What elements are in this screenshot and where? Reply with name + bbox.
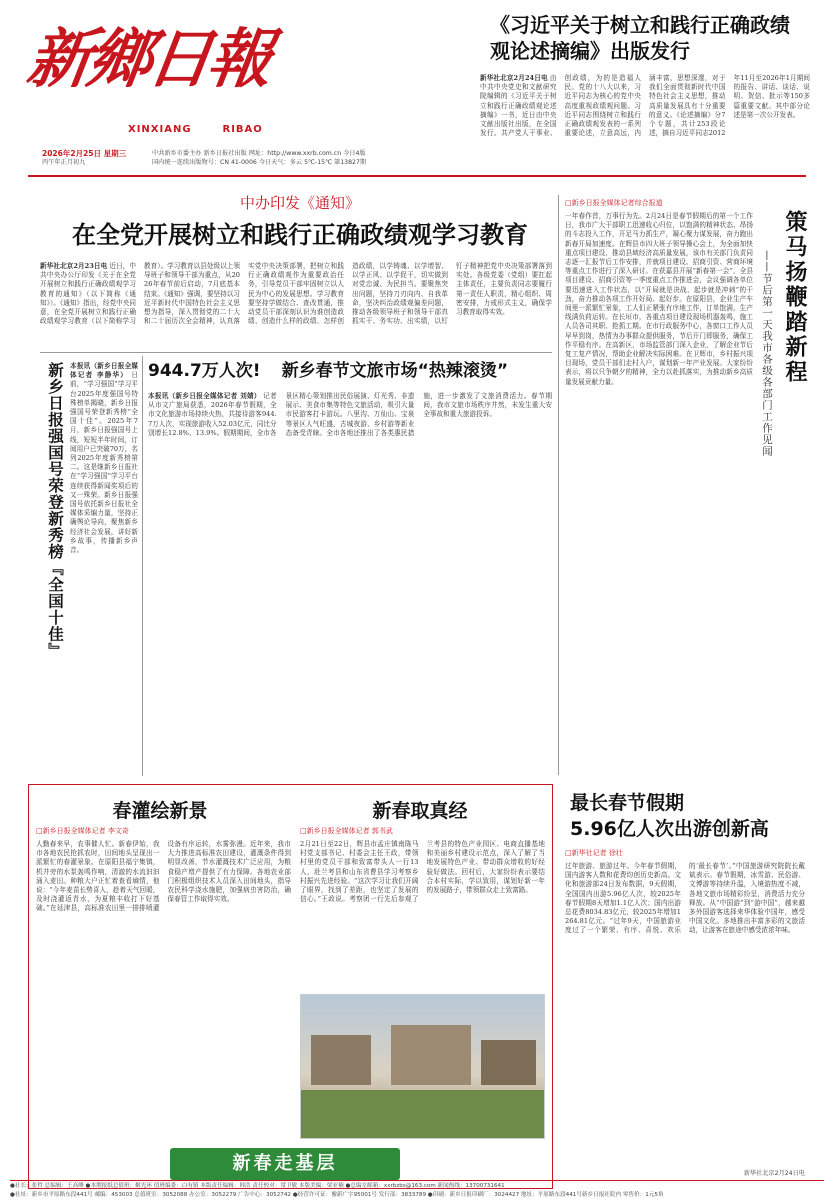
top-right-headline: 《习近平关于树立和践行正确政绩观论述摘编》出版发行 xyxy=(490,13,790,63)
pinyin-right: RIBAO xyxy=(222,124,263,135)
footer-line-1: ●社长：张哲 总编辑：王高峰 ●本期报纸总值班：姬光环 值班编委：白有镇 本版责任编辑：韩浩 责任校对：常卫敏 本版美编：梁亚楠 ●总编室邮箱：xxrbzbs@163.com 新闻热线：13700731641 xyxy=(10,1183,505,1189)
bottom-left-body: 人勤春来早，农事催人忙。新春伊始，我市各地农民抢抓农时，田间地头呈现出一派繁忙的春灌景象。在原阳县福宁集镇，机井旁的水泵轰鸣作响，清澈的水流汩汩涌入麦田。种粮大户正忙着查看墒情，他说：“今年麦苗长势喜人，趁着天气回暖，及时浇灌返青水，为夏粮丰收打下好基础。”在延津县，高标准农田里一排排喷灌设备有序运转，水雾弥漫。近年来，我市大力推进高标准农田建设，灌溉条件得到明显改善，节水灌溉技术广泛应用，为粮食稳产增产提供了有力保障。各地农业部门积极组织技术人员深入田间地头，指导农民科学浇水施肥，加强病虫害防治，确保春管工作取得实效。 xyxy=(36,840,291,913)
bottom-right-body: 过年旅游、旅游过年。今年春节假期，国内游客人数和花费均创历史新高。文化和旅游部24日发布数据，9天假期，全国国内出游5.96亿人次，较2025年春节假期8天增加1.1亿人次；国内出游总花费8034.83亿元，较2025年增加1264.81亿元。“过年9天，中国旅游业度过了一个繁荣、有序、喜悦、欢乐的‘最长春节’。”中国旅游研究院院长戴斌表示。春节假期，冰雪游、民俗游、文博游等持续升温，入境游热度不减，各地文旅市场精彩纷呈，消费活力充分释放。从“中国游”到“游中国”，越来越多外国游客选择来华体验中国年，感受中国文化。多地推出丰富多彩的文旅活动，让游客在旅途中感受浓浓年味。 xyxy=(565,862,805,935)
bottom-mid-headline: 新春取真经 xyxy=(372,800,468,822)
left-text: 日前，“学习强国”学习平台2025年度强国号特殊榜单揭晓，新乡日报强国号荣登新秀榜“全国十佳”。2025年7月，新乡日报强国号上线，短短半年时间，订阅用户已突破70万，名列2025年度新秀榜第二。这是继新乡日报社在“学习强国”学习平台连续获得新闻奖项后的又一殊荣。新乡日报强国号依托新乡日报社全媒体采编力量，坚持正确舆论导向，聚焦新乡经济社会发展，讲好新乡故事，传播新乡声音。 xyxy=(70,371,138,555)
bottom-left-headline: 春灌绘新景 xyxy=(112,800,208,822)
banner-text: 新春走基层 xyxy=(232,1153,338,1174)
cn-number: 国内统一连续出版物号：CN 41-0006 xyxy=(152,159,257,166)
masthead-info xyxy=(152,149,477,167)
weather: 今日天气：多云 5℃-15℃ xyxy=(258,159,333,166)
footer-line-2: ●社址：新乡市平原路东段441号 邮编：453003 总值班室：3052088 办公室：3052279 广告中心：3052742 ●经营许可证：豫新广字95001号 发行部：3833789 ●印刷：新乡日报印刷厂：3024427 地址：平原路东段441号新乡日报社院内 零售价：1元5角 xyxy=(10,1192,664,1198)
left-byline: 本报讯（新乡日报全媒体记者 李静华） xyxy=(70,362,138,380)
issue-number: 第13827期 xyxy=(334,159,367,166)
rural-photo xyxy=(300,994,545,1139)
left-body xyxy=(70,362,138,774)
logo-text: 新鄉日報 xyxy=(22,22,274,97)
top-right-text: 由中共中央党史和文献研究院编辑的《习近平关于树立和践行正确政绩观论述摘编》一书，近日由中央文献出版社出版，在全国发行。共产党人干事业、创政绩，为的是造福人民。党的十八大以来，习近平同志为核心的党中央高度重视政绩观问题。习近平同志围绕树立和践行正确政绩观发表的一系列重要论述，立意高远，内涵丰富，思想深邃，对于我们全面贯彻新时代中国特色社会主义思想，推动高质量发展具有十分重要的意义。《论述摘编》分7个专题，共计253段论述，摘自习近平同志2012年11月至2026年1月期间的报告、讲话、谈话、说明、贺信、批示等150多篇重要文献。其中部分论述是第一次公开发表。 xyxy=(480,74,810,138)
mid-text: 记者从市文广旅局获悉，2026年春节假期，全市文化旅游市场持续火热，共接待游客944.7万人次，实现旅游收入52.03亿元，同比分别增长12.8%、13.9%。假期期间，全市各景区精心策划推出民俗展演、灯光秀、非遗展示、美食市集等特色文旅活动，吸引大量市民游客打卡游玩。八里沟、万仙山、宝泉等景区人气旺盛，古城夜游、乡村游等新业态备受青睐。全市各地还推出了各类惠民措施，进一步激发了文旅消费活力。春节期间，我市文旅市场秩序井然，未发生重大安全事故和重大旅游投诉。 xyxy=(148,392,552,437)
bottom-right-headline xyxy=(570,790,810,842)
right-body: 一年春作首，万事行为先。2月24日是春节假期后的第一个工作日，我市广大干部职工迅速收心归位，以饱满的精神状态、昂扬的斗志投入工作，开足马力抓生产，凝心聚力谋发展，奋力跑出新春开局加速度。在辉县市四大班子领导操心会上，为全面加快重点项目建设、推动县域经济高质量发展，该市有关部门负责同志逐一汇报节后工作安排，并就项目建设、招商引资、营商环境等重点工作进行了深入研讨。在获嘉县开展“新春第一会”，全县项目建设、招商引资等一季度重点工作推进会，会议强调各单位要迅速进入工作状态，以“开局就是决战、起步就是冲刺”的干劲，奋力推动各项工作开好局、起好步。在原阳县，企业生产车间里一派繁忙景象，工人们正紧张有序地工作，订单饱满，生产线满负荷运转。在长垣市，各重点项目建设现场机器轰鸣，施工人员各司其职、抢抓工期。在市行政服务中心，各窗口工作人员早早到岗，热情为办事群众提供服务，节后开门即服务，确保工作平稳有序。在高新区，市场监管部门深入企业，了解企业节后复工复产情况，帮助企业解决实际困难。在卫辉市，乡村振兴项目现场，党员干部们走村入户，谋划新一年产业发展。大家纷纷表示，将以只争朝夕的精神，全力以赴抓落实，为推动新乡高质量发展贡献力量。 xyxy=(565,212,753,386)
right-headline-block xyxy=(760,210,810,470)
lead-text: 近日，中共中央办公厅印发《关于在全党开展树立和践行正确政绩观学习教育的通知》（以下简称《通知》）。《通知》指出，经党中央同意，在全党开展树立和践行正确政绩观学习教育（以下简称学习教育）。学习教育以县处级以上领导班子和领导干部为重点，从2026年春节前后启动，7月底基本结束。《通知》强调，要坚持以习近平新时代中国特色社会主义思想为指导，深入贯彻党的二十大和二十届历次全会精神，认真落实党中央决策部署，把树立和践行正确政绩观作为重要政治任务，引导党员干部牢固树立以人民为中心的发展思想。学习教育要坚持学做结合、查改贯通，推动党员干部深刻认识为谁创造政绩、创造什么样的政绩、怎样创造政绩，以学铸魂、以学增智、以学正风、以学促干，切实做到对党忠诚、为民担当。要聚焦突出问题，坚持刀刃向内、自我革命，坚决纠治政绩观偏差问题，推动各级领导班子和领导干部真抓实干、务实功、出实绩，以钉钉子精神把党中央决策部署落到实处。各级党委（党组）要扛起主体责任，主要负责同志要履行第一责任人职责，精心组织、周密安排，力戒形式主义，确保学习教育取得实效。 xyxy=(40,262,552,326)
bottom-mid-body: 2月21日至22日，辉县市孟庄镇南陈马村党支部书记、村委会主任王政，带领村里的党员干部和致富带头人一行13人，赴兰考县和山东省曹县学习考察乡村振兴先进经验。“这次学习让我们开阔了眼界，找到了差距，也坚定了发展的信心。”王政说。考察团一行先后参观了兰考县的特色产业园区、电商直播基地和美丽乡村建设示范点，深入了解了当地发展特色产业、带动群众增收的好经验好做法。回村后，大家纷纷表示要结合本村实际，学以致用，谋划好新一年的发展路子，带领群众走上致富路。 xyxy=(300,840,545,904)
lead-headline: 在全党开展树立和践行正确政绩观学习教育 xyxy=(72,221,528,249)
bottom-right-title2: 5.96亿人次出游创新高 xyxy=(570,818,769,840)
footer-rule xyxy=(10,1180,824,1181)
issue-date: 2026年2月25日 星期三 xyxy=(42,149,127,158)
mid-body xyxy=(148,392,552,774)
right-column-rule xyxy=(558,195,559,775)
bottom-right-byline: □新华社记者 徐壮 xyxy=(565,849,623,857)
mid-headline xyxy=(148,356,553,386)
lunar-date: 丙午年正月初九 xyxy=(42,159,86,166)
masthead-pinyin xyxy=(128,124,268,135)
publisher: 中共新乡市委主办 新乡日报社出版 xyxy=(152,150,247,157)
right-subline: ——节后第一天我市各级各部门工作见闻 xyxy=(761,250,773,457)
masthead-divider xyxy=(28,175,806,177)
right-byline: □新乡日报全媒体记者综合报道 xyxy=(565,199,663,207)
left-headline-block xyxy=(36,362,66,772)
mid-byline: 本报讯（新乡日报全媒体记者 刘婧） xyxy=(148,392,261,400)
masthead-date xyxy=(42,149,152,167)
right-headline: 策马扬鞭踏新程 xyxy=(782,210,807,385)
mid-number: 944.7万人次! xyxy=(148,361,261,381)
lead-body xyxy=(40,262,552,350)
top-right-intro: 新华社北京2月24日电 xyxy=(480,74,548,82)
website: 网址：http://www.xxrb.com.cn 今日4版 xyxy=(248,150,366,157)
bottom-right-footer: 新华社北京2月24日电 xyxy=(743,1170,805,1177)
left-article-rule xyxy=(142,356,143,776)
masthead-logo xyxy=(22,4,278,116)
top-right-body xyxy=(480,74,810,170)
bottom-left-byline: □新乡日报全媒体记者 李文奇 xyxy=(36,827,129,835)
lead-intro: 新华社北京2月23日电 xyxy=(40,262,108,270)
grassroots-banner xyxy=(170,1148,400,1180)
bottom-right-title: 最长春节假期 xyxy=(570,792,685,814)
lead-kicker: 中办印发《通知》 xyxy=(239,194,360,212)
bottom-mid-byline: □新乡日报全媒体记者 郭书武 xyxy=(300,827,393,835)
lead-divider xyxy=(40,352,552,353)
pinyin-left: XINXIANG xyxy=(128,124,192,135)
left-headline: 新乡日报强国号荣登新秀榜『全国十佳』 xyxy=(46,362,64,659)
mid-title: 新乡春节文旅市场“热辣滚烫” xyxy=(281,361,509,381)
